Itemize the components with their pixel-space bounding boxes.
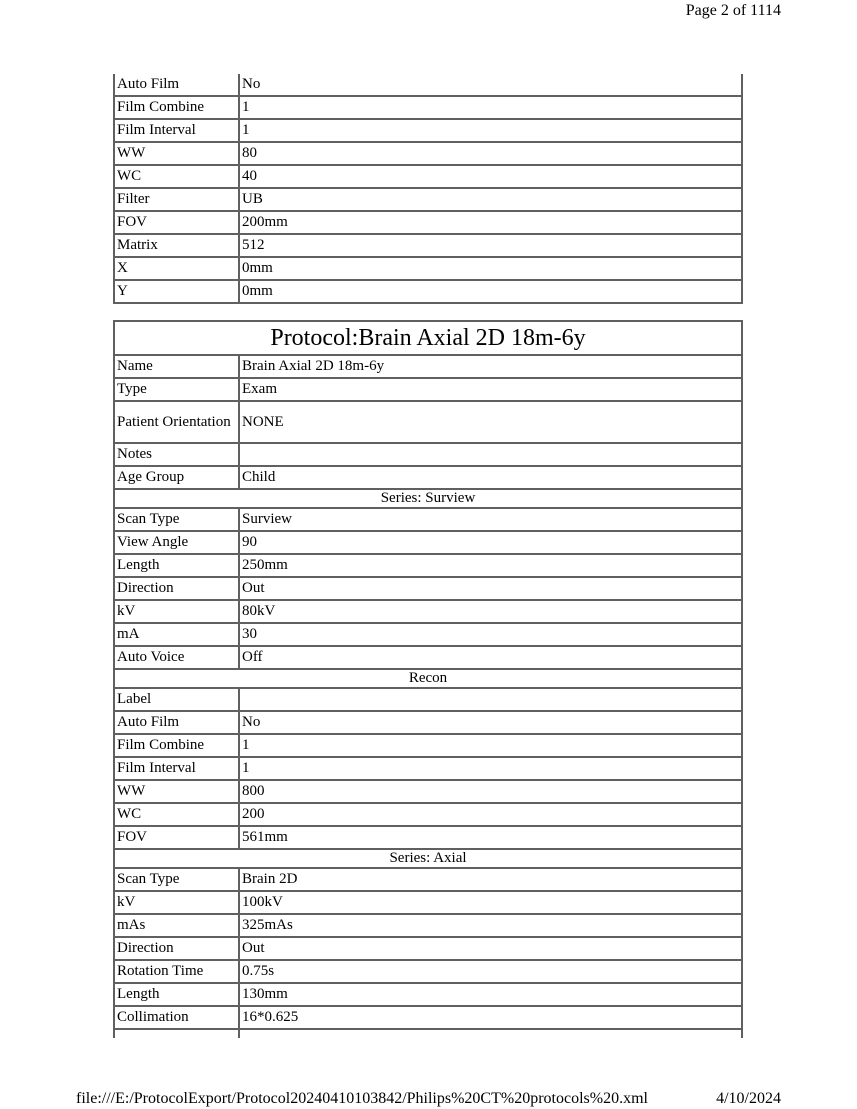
row-value: Exam bbox=[242, 381, 277, 397]
table-row bbox=[113, 444, 743, 467]
table-row bbox=[113, 120, 743, 143]
row-label: mAs bbox=[115, 915, 240, 936]
row-label: Direction bbox=[115, 578, 240, 599]
recon-section bbox=[113, 689, 743, 850]
row-label: Direction bbox=[115, 938, 240, 959]
row-label: X bbox=[115, 258, 240, 279]
row-value: 30 bbox=[242, 626, 257, 642]
row-label: Filter bbox=[115, 189, 240, 210]
row-value: 16*0.625 bbox=[242, 1009, 299, 1025]
row-label: WC bbox=[115, 804, 240, 825]
row-value bbox=[240, 689, 741, 710]
row-label: Length bbox=[115, 984, 240, 1005]
row-label: FOV bbox=[115, 212, 240, 233]
series-surview-header: Series: Surview bbox=[113, 490, 743, 509]
row-value: 100kV bbox=[242, 894, 283, 910]
row-label: Label bbox=[115, 689, 240, 710]
table-row bbox=[113, 555, 743, 578]
table-row bbox=[113, 735, 743, 758]
row-value: No bbox=[242, 76, 261, 92]
row-value: No bbox=[242, 714, 261, 730]
row-value: 512 bbox=[242, 237, 265, 253]
table-row bbox=[113, 1007, 743, 1030]
table-row bbox=[113, 189, 743, 212]
row-label: Y bbox=[115, 281, 240, 302]
table-row bbox=[113, 601, 743, 624]
row-label: mA bbox=[115, 624, 240, 645]
row-value: 1 bbox=[242, 122, 250, 138]
row-value: 1 bbox=[242, 99, 250, 115]
row-label: WC bbox=[115, 166, 240, 187]
row-value: Child bbox=[242, 469, 276, 485]
table-row bbox=[113, 212, 743, 235]
row-value: 200mm bbox=[242, 214, 288, 230]
footer-date: 4/10/2024 bbox=[716, 1090, 781, 1107]
table-row bbox=[113, 258, 743, 281]
table-row bbox=[113, 938, 743, 961]
row-value: 0mm bbox=[242, 260, 273, 276]
page-number: Page 2 of 1114 bbox=[685, 2, 781, 19]
row-label: Notes bbox=[115, 444, 240, 465]
row-value: Brain Axial 2D 18m-6y bbox=[242, 358, 385, 374]
row-label: Film Combine bbox=[115, 735, 240, 756]
protocol-table bbox=[113, 320, 743, 1030]
row-label: Patient Orientation bbox=[115, 402, 240, 442]
table-row bbox=[113, 578, 743, 601]
surview-section bbox=[113, 509, 743, 670]
row-label: WW bbox=[115, 781, 240, 802]
row-label: View Angle bbox=[115, 532, 240, 553]
row-label: Auto Film bbox=[115, 74, 240, 95]
row-label: Film Interval bbox=[115, 120, 240, 141]
recon-header: Recon bbox=[113, 670, 743, 689]
row-label: Scan Type bbox=[115, 509, 240, 530]
table-row bbox=[113, 892, 743, 915]
row-label: Length bbox=[115, 555, 240, 576]
row-value: Brain 2D bbox=[242, 871, 298, 887]
table-row bbox=[113, 712, 743, 735]
row-value: 325mAs bbox=[242, 917, 293, 933]
row-value: 0mm bbox=[242, 283, 273, 299]
row-value: UB bbox=[242, 191, 263, 207]
row-value: NONE bbox=[242, 413, 284, 430]
table-row bbox=[113, 467, 743, 490]
table-row bbox=[113, 689, 743, 712]
row-label: Name bbox=[115, 356, 240, 377]
row-value: 130mm bbox=[242, 986, 288, 1002]
table-continuation bbox=[113, 1030, 743, 1038]
row-value: 90 bbox=[242, 534, 257, 550]
row-label: kV bbox=[115, 601, 240, 622]
row-label: kV bbox=[115, 892, 240, 913]
table-row bbox=[113, 647, 743, 670]
table-row bbox=[113, 869, 743, 892]
table-row bbox=[113, 74, 743, 97]
table-row bbox=[113, 402, 743, 444]
table-row bbox=[113, 624, 743, 647]
table-row bbox=[113, 915, 743, 938]
footer-file-path: file:///E:/ProtocolExport/Protocol20240410103842/Philips%20CT%20protocols%20.xml bbox=[76, 1090, 648, 1107]
table-row bbox=[113, 804, 743, 827]
row-value: 80 bbox=[242, 145, 257, 161]
row-label: Collimation bbox=[115, 1007, 240, 1028]
table-row bbox=[113, 758, 743, 781]
table-row bbox=[113, 532, 743, 555]
row-value: 800 bbox=[242, 783, 265, 799]
row-value: Off bbox=[242, 649, 263, 665]
table-row bbox=[113, 379, 743, 402]
table-row bbox=[113, 827, 743, 850]
row-value: 80kV bbox=[242, 603, 276, 619]
row-value: Out bbox=[242, 580, 265, 596]
row-label: FOV bbox=[115, 827, 240, 848]
axial-section bbox=[113, 869, 743, 1030]
row-label: Matrix bbox=[115, 235, 240, 256]
series-axial-header: Series: Axial bbox=[113, 850, 743, 869]
row-value bbox=[240, 444, 741, 465]
row-value: 250mm bbox=[242, 557, 288, 573]
row-label: Auto Film bbox=[115, 712, 240, 733]
row-label: Scan Type bbox=[115, 869, 240, 890]
row-label: Film Combine bbox=[115, 97, 240, 118]
table-row bbox=[113, 143, 743, 166]
row-value: 0.75s bbox=[242, 963, 275, 979]
table-row bbox=[113, 984, 743, 1007]
table-row bbox=[113, 961, 743, 984]
row-label: Auto Voice bbox=[115, 647, 240, 668]
row-value: Surview bbox=[242, 511, 292, 527]
row-value: 561mm bbox=[242, 829, 288, 845]
row-label: Age Group bbox=[115, 467, 240, 488]
table-row bbox=[113, 281, 743, 304]
row-value: 1 bbox=[242, 760, 250, 776]
row-label: WW bbox=[115, 143, 240, 164]
table-row bbox=[113, 97, 743, 120]
row-label: Type bbox=[115, 379, 240, 400]
row-value: 40 bbox=[242, 168, 257, 184]
row-value: 200 bbox=[242, 806, 265, 822]
row-value: 1 bbox=[242, 737, 250, 753]
table-row bbox=[113, 166, 743, 189]
protocol-info-section bbox=[113, 356, 743, 490]
table-row bbox=[113, 781, 743, 804]
continued-table bbox=[113, 74, 743, 304]
row-label: Film Interval bbox=[115, 758, 240, 779]
row-label: Rotation Time bbox=[115, 961, 240, 982]
table-row bbox=[113, 235, 743, 258]
table-row bbox=[113, 509, 743, 532]
table-row bbox=[113, 356, 743, 379]
row-value: Out bbox=[242, 940, 265, 956]
protocol-title: Protocol:Brain Axial 2D 18m-6y bbox=[113, 320, 743, 356]
